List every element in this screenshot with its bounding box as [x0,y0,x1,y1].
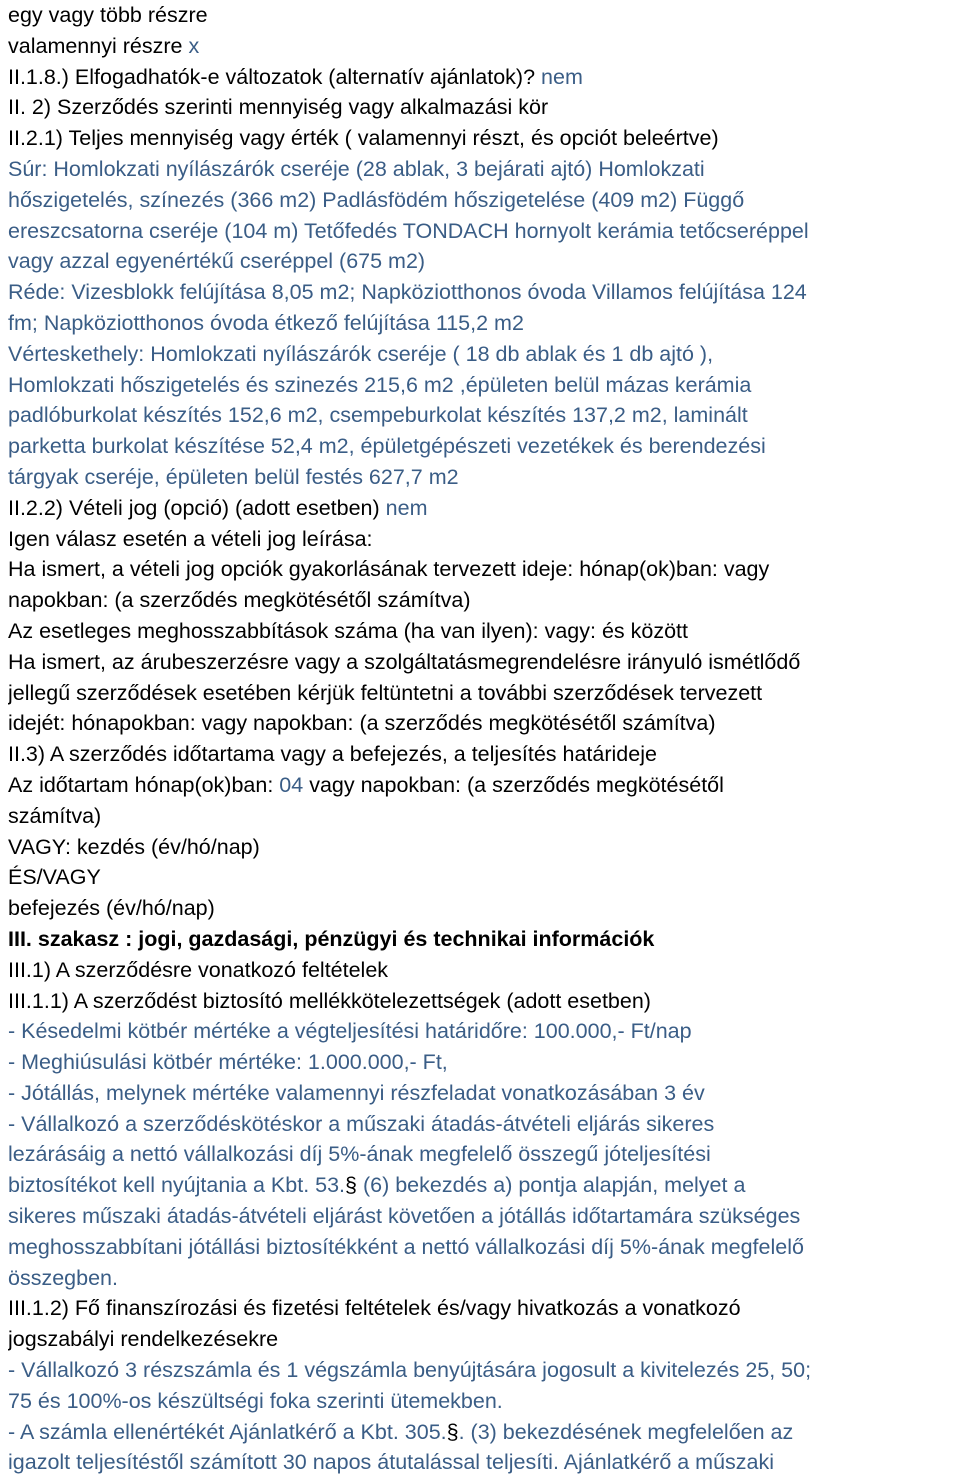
label-text: vagy napokban: (a szerződés megkötésétől [303,772,724,797]
label-text: Ha ismert, a vételi jog opciók gyakorlásának tervezett ideje: hónap(ok)ban: vagy [8,557,770,582]
text-line [8,1016,960,1047]
label-text: Ha ismert, az árubeszerzésre vagy a szolgáltatásmegrendelésre irányuló ismétlődő [8,649,801,674]
text-line [8,308,960,339]
text-line [8,801,960,832]
answer-text: nem [541,64,583,89]
answer-text: - Jótállás, melynek mértéke valamennyi részfeladat vonatkozásában 3 év [8,1080,705,1105]
text-line [8,462,960,493]
label-text: Az esetleges meghosszabbítások száma (ha van ilyen): vagy: és között [8,618,688,643]
answer-text: - A számla ellenértékét Ajánlatkérő a Kbt. 305. [8,1419,447,1444]
answer-text: Homlokzati hőszigetelés és szinezés 215,6 m2 ,épületen belül mázas kerámia [8,372,752,397]
answer-text: lezárásáig a nettó vállalkozási díj 5%-ának megfelelő összegű jóteljesítési [8,1142,711,1167]
answer-text: - Késedelmi kötbér mértéke a végteljesítési határidőre: 100.000,- Ft/nap [8,1019,692,1044]
text-line [8,1386,960,1417]
text-line [8,1263,960,1294]
answer-text: 04 [279,772,304,797]
text-line [8,339,960,370]
label-text: egy vagy több részre [8,3,208,27]
label-text: Igen válasz esetén a vételi jog leírása: [8,526,373,551]
text-line [8,246,960,277]
label-text: III.1.1) A szerződést biztosító mellékkötelezettségek (adott esetben) [8,988,651,1013]
answer-text: Vérteskethely: Homlokzati nyílászárók cseréje ( 18 db ablak és 1 db ajtó ), [8,341,714,366]
text-line [8,862,960,893]
text-line [8,708,960,739]
label-text: VAGY: kezdés (év/hó/nap) [8,834,260,859]
text-line [8,647,960,678]
text-line [8,1417,960,1448]
label-text: § [446,1419,459,1444]
text-line [8,62,960,93]
answer-text: (6) bekezdés a) pontja alapján, melyet a [357,1173,746,1198]
label-text: valamennyi részre [8,33,189,58]
answer-text: meghosszabbítani jótállási biztosítékként a nettó vállalkozási díj 5%-ának megfelelő [8,1234,804,1259]
answer-text: 75 és 100%-os készültségi foka szerinti ütemekben. [8,1388,503,1413]
text-line [8,739,960,770]
text-line [8,832,960,863]
answer-text: biztosítékot kell nyújtania a Kbt. 53. [8,1173,346,1198]
label-text: számítva) [8,803,102,828]
text-line [8,986,960,1017]
answer-text: - Meghiúsulási kötbér mértéke: 1.000.000,- Ft, [8,1050,448,1075]
text-line [8,31,960,62]
label-text: befejezés (év/hó/nap) [8,896,215,921]
text-line [8,924,960,955]
text-line [8,1170,960,1201]
section-heading: III. szakasz : jogi, gazdasági, pénzügyi és technikai információk [8,926,655,951]
label-text: II.3) A szerződés időtartama vagy a befejezés, a teljesítés határideje [8,742,657,767]
text-line [8,216,960,247]
text-line [8,0,960,31]
text-line [8,123,960,154]
label-text: III.1) A szerződésre vonatkozó feltételek [8,957,389,982]
label-text: II.2.2) Vételi jog (opció) (adott esetben) [8,495,386,520]
answer-text: - Vállalkozó 3 részszámla és 1 végszámla benyújtására jogosult a kivitelezés 25, 50; [8,1358,812,1383]
answer-text: fm; Napköziotthonos óvoda étkező felújítása 115,2 m2 [8,310,524,335]
label-text: jogszabályi rendelkezésekre [8,1327,279,1352]
text-line [8,554,960,585]
label-text: § [345,1173,357,1198]
label-text: III.1.2) Fő finanszírozási és fizetési feltételek és/vagy hivatkozás a vonatkozó [8,1296,741,1321]
label-text: napokban: (a szerződés megkötésétől számítva) [8,588,471,613]
text-line [8,400,960,431]
label-text: II.1.8.) Elfogadhatók-e változatok (alternatív ajánlatok)? [8,64,542,89]
answer-text: összegben. [8,1265,118,1290]
text-line [8,431,960,462]
answer-text: . (3) bekezdésének megfelelően az [458,1419,794,1444]
text-line [8,1324,960,1355]
text-line [8,1447,960,1478]
text-line [8,585,960,616]
label-text: jellegű szerződések esetében kérjük feltüntetni a további szerződések tervezett [8,680,763,705]
label-text: II.2.1) Teljes mennyiség vagy érték ( valamennyi részt, és opciót beleértve) [8,126,719,151]
text-line [8,1047,960,1078]
answer-text: igazolt teljesítéstől számított 30 napos átutalással teljesíti. Ajánlatkérő a műszaki [8,1450,775,1475]
text-line [8,92,960,123]
text-line [8,616,960,647]
answer-text: - Vállalkozó a szerződéskötéskor a műszaki átadás-átvételi eljárás sikeres [8,1111,715,1136]
text-line [8,524,960,555]
text-line [8,1109,960,1140]
document-page [8,0,960,1478]
answer-text: hőszigetelés, színezés (366 m2) Padlásfödém hőszigetelése (409 m2) Függő [8,187,745,212]
text-line [8,1139,960,1170]
text-line [8,370,960,401]
text-line [8,277,960,308]
text-line [8,1355,960,1386]
label-text: idejét: hónapokban: vagy napokban: (a szerződés megkötésétől számítva) [8,711,716,736]
answer-text: nem [385,495,428,520]
text-line [8,1232,960,1263]
text-line [8,1078,960,1109]
answer-text: parketta burkolat készítése 52,4 m2, épületgépészeti vezetékek és berendezési [8,434,766,459]
answer-text: tárgyak cseréje, épületen belül festés 627,7 m2 [8,464,459,489]
text-line [8,1293,960,1324]
text-line [8,893,960,924]
text-line [8,678,960,709]
text-line [8,955,960,986]
text-line [8,770,960,801]
text-line [8,154,960,185]
label-text: Az időtartam hónap(ok)ban: [8,772,280,797]
answer-text: Súr: Homlokzati nyílászárók cseréje (28 ablak, 3 bejárati ajtó) Homlokzati [8,156,705,181]
text-line [8,1201,960,1232]
answer-text: x [188,33,200,58]
text-line [8,185,960,216]
label-text: II. 2) Szerződés szerinti mennyiség vagy alkalmazási kör [8,95,549,120]
answer-text: padlóburkolat készítés 152,6 m2, csempeburkolat készítés 137,2 m2, laminált [8,403,748,428]
answer-text: ereszcsatorna cseréje (104 m) Tetőfedés TONDACH hornyolt kerámia tetőcseréppel [8,218,809,243]
label-text: ÉS/VAGY [8,865,101,890]
answer-text: Réde: Vizesblokk felújítása 8,05 m2; Napköziotthonos óvoda Villamos felújítása 124 [8,280,807,305]
text-line [8,493,960,524]
answer-text: vagy azzal egyenértékű cseréppel (675 m2) [8,249,426,274]
answer-text: sikeres műszaki átadás-átvételi eljárást követően a jótállás időtartamára szükséges [8,1204,801,1229]
